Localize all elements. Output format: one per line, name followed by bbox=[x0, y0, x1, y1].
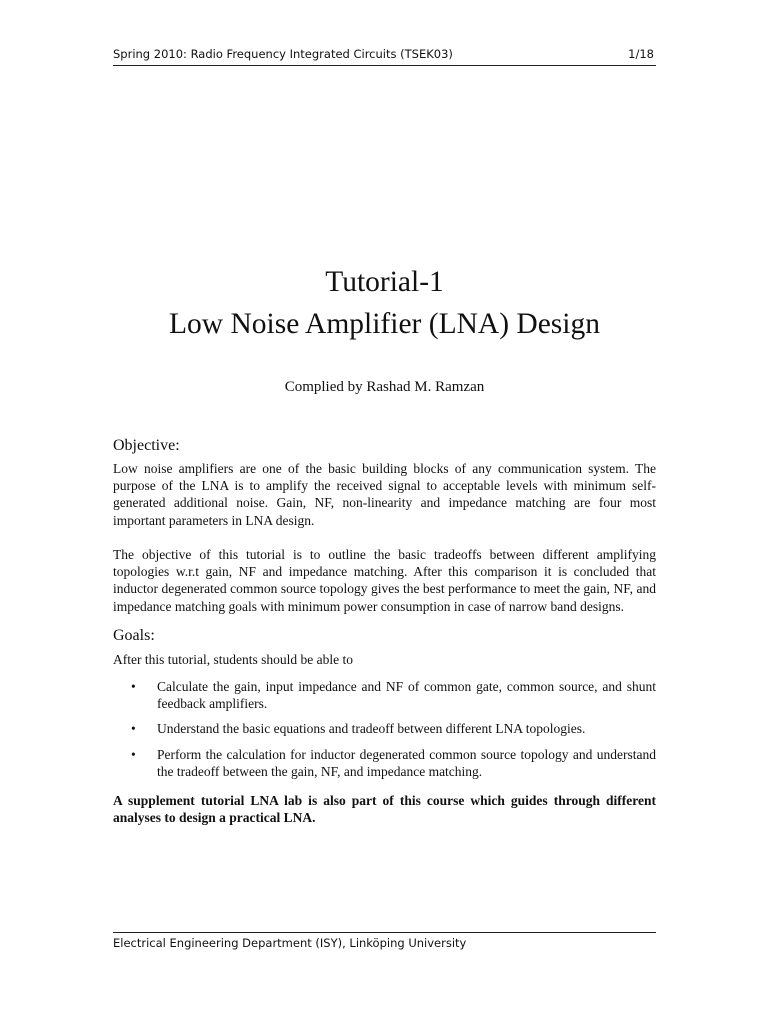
list-item-text: Calculate the gain, input impedance and NF of common gate, common source, and shunt feedback amplifiers. bbox=[157, 679, 656, 712]
bullet-icon: • bbox=[131, 721, 136, 737]
header-rule bbox=[113, 65, 656, 66]
goals-list bbox=[113, 678, 656, 788]
objective-heading: Objective: bbox=[113, 437, 180, 454]
list-item-text: Perform the calculation for inductor degenerated common source topology and understand the tradeoff between the gain, NF, and impedance matching. bbox=[157, 746, 656, 779]
footer-rule bbox=[113, 932, 656, 933]
running-header bbox=[113, 45, 656, 63]
objective-paragraph-2: The objective of this tutorial is to outline the basic tradeoffs between different amplifying topologies w.r.t gain, NF and impedance matching. After this comparison it is concluded that inductor degenerated common source topology gives the best performance to meet the gain, NF, and impedance matching goals with minimum power consumption in case of narrow band designs. bbox=[113, 547, 656, 614]
supplement-note: A supplement tutorial LNA lab is also part of this course which guides through different analyses to design a practical LNA. bbox=[113, 793, 656, 826]
bullet-icon: • bbox=[131, 679, 136, 694]
document-title-line2: Low Noise Amplifier (LNA) Design bbox=[169, 308, 600, 340]
list-item bbox=[113, 720, 656, 737]
list-item bbox=[113, 746, 656, 780]
author-byline: Complied by Rashad M. Ramzan bbox=[284, 379, 485, 395]
page-number: 1/18 bbox=[628, 47, 654, 61]
goals-intro: After this tutorial, students should be able to bbox=[113, 652, 353, 667]
running-footer: Electrical Engineering Department (ISY), Linköping University bbox=[113, 936, 467, 950]
document-title-line1: Tutorial-1 bbox=[325, 266, 444, 298]
goals-heading: Goals: bbox=[113, 627, 155, 644]
course-title: Spring 2010: Radio Frequency Integrated Circuits (TSEK03) bbox=[113, 47, 453, 61]
objective-paragraph-1: Low noise amplifiers are one of the basic building blocks of any communication system. The purpose of the LNA is to amplify the received signal to acceptable levels with minimum self-generated additional noise. Gain, NF, non-linearity and impedance matching are four most important parameters in LNA design. bbox=[113, 461, 656, 528]
list-item-text: Understand the basic equations and tradeoff between different LNA topologies. bbox=[157, 721, 586, 737]
list-item bbox=[113, 678, 656, 712]
bullet-icon: • bbox=[131, 746, 136, 762]
